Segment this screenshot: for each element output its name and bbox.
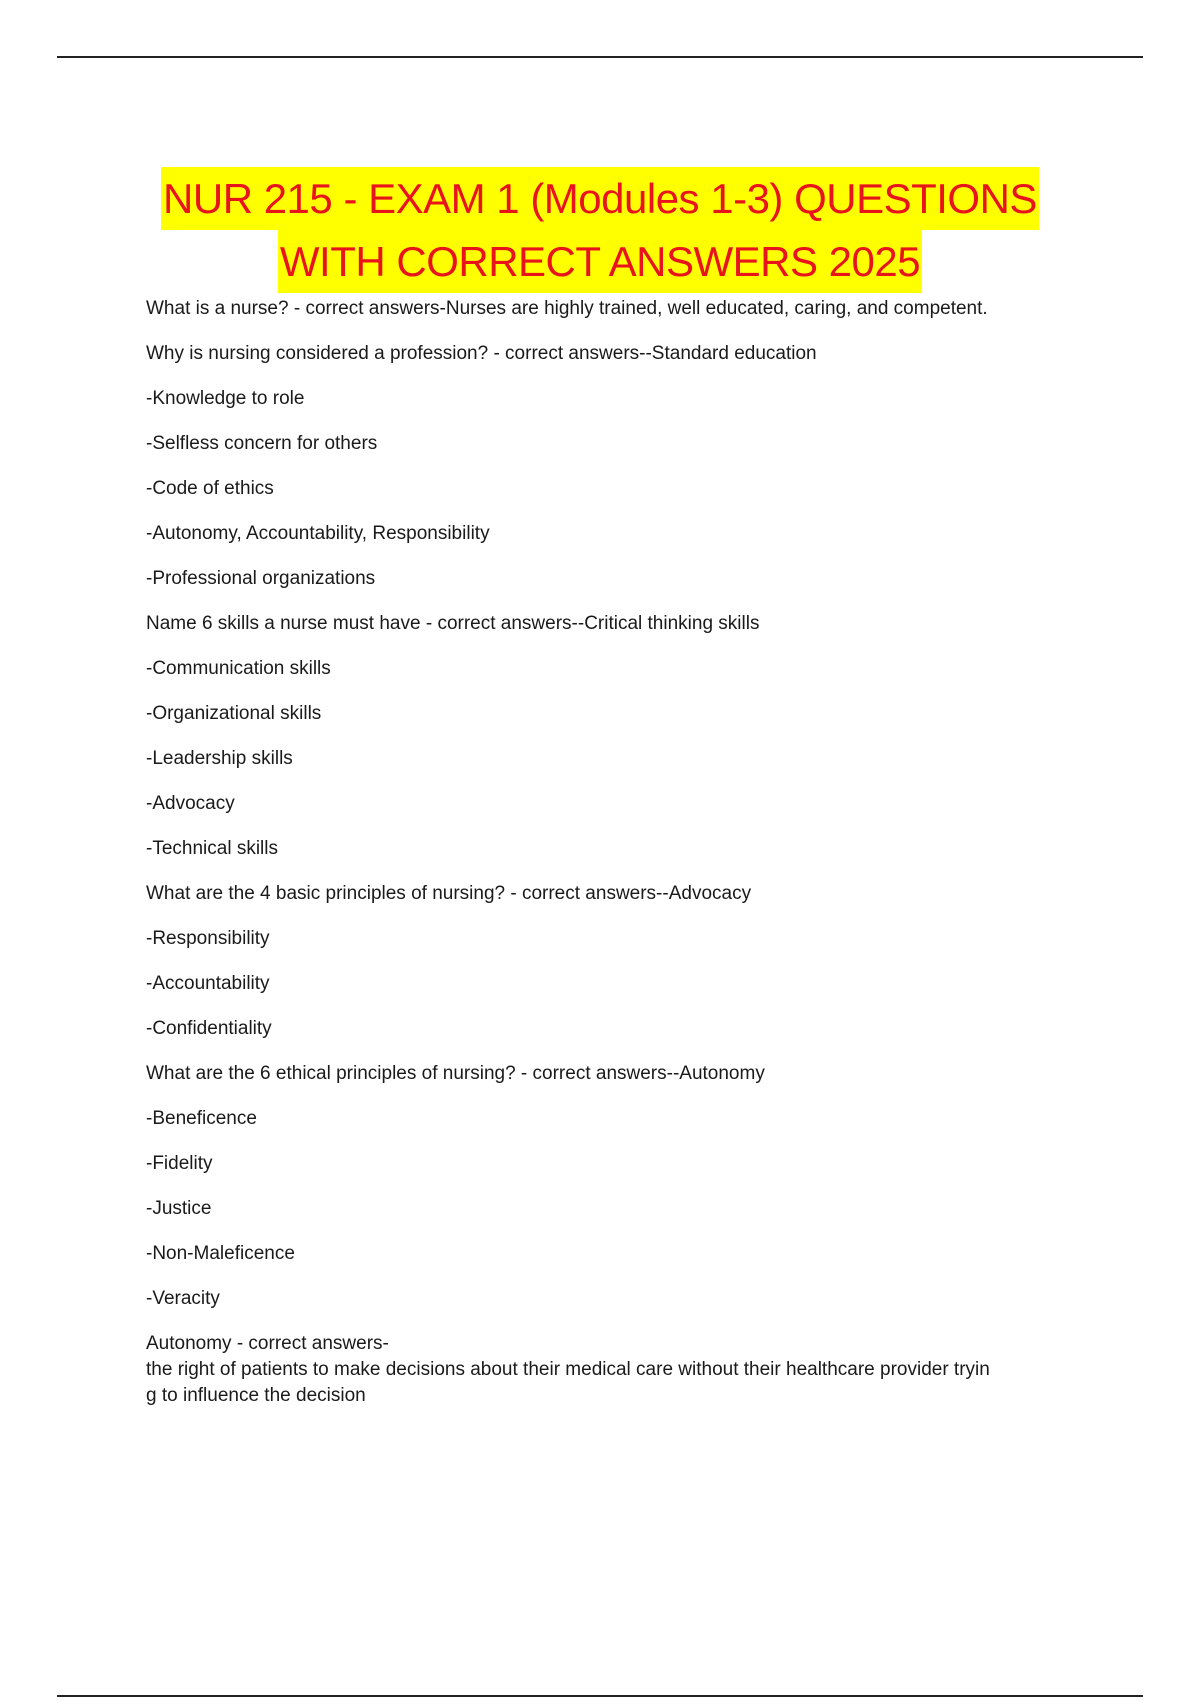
paragraph: -Beneficence <box>146 1108 257 1129</box>
paragraph: -Justice <box>146 1198 212 1219</box>
paragraph: What are the 6 ethical principles of nursing? - correct answers--Autonomy <box>146 1063 765 1084</box>
paragraph: Why is nursing considered a profession? - correct answers--Standard education <box>146 343 817 364</box>
paragraph: -Code of ethics <box>146 478 274 499</box>
final-entry-line-2: g to influence the decision <box>146 1385 366 1406</box>
top-rule <box>57 56 1143 58</box>
document-body <box>146 297 1096 1408</box>
paragraph: -Veracity <box>146 1288 220 1309</box>
paragraph: -Leadership skills <box>146 748 293 769</box>
paragraph: -Technical skills <box>146 838 278 859</box>
paragraph: What are the 4 basic principles of nursing? - correct answers--Advocacy <box>146 883 752 904</box>
title-line-2: WITH CORRECT ANSWERS 2025 <box>278 230 922 293</box>
paragraph: -Knowledge to role <box>146 388 305 409</box>
paragraph: -Organizational skills <box>146 703 322 724</box>
paragraph: -Advocacy <box>146 793 235 814</box>
paragraph: Name 6 skills a nurse must have - correct answers--Critical thinking skills <box>146 613 760 634</box>
paragraph: -Confidentiality <box>146 1018 272 1039</box>
final-entry-line-1: the right of patients to make decisions about their medical care without their healthcare provider tryin <box>146 1359 990 1380</box>
bottom-rule <box>57 1695 1143 1697</box>
final-entry-heading: Autonomy - correct answers- <box>146 1333 389 1354</box>
paragraph: -Non-Maleficence <box>146 1243 295 1264</box>
paragraph: -Accountability <box>146 973 270 994</box>
paragraph: -Responsibility <box>146 928 270 949</box>
title-line-1: NUR 215 - EXAM 1 (Modules 1-3) QUESTIONS <box>161 167 1039 230</box>
paragraph: What is a nurse? - correct answers-Nurses are highly trained, well educated, caring, and competent. <box>146 298 988 319</box>
paragraph: -Selfless concern for others <box>146 433 378 454</box>
paragraph: -Professional organizations <box>146 568 376 589</box>
paragraph: -Communication skills <box>146 658 331 679</box>
paragraph: -Fidelity <box>146 1153 213 1174</box>
paragraph: -Autonomy, Accountability, Responsibility <box>146 523 490 544</box>
document-title <box>0 167 1200 293</box>
